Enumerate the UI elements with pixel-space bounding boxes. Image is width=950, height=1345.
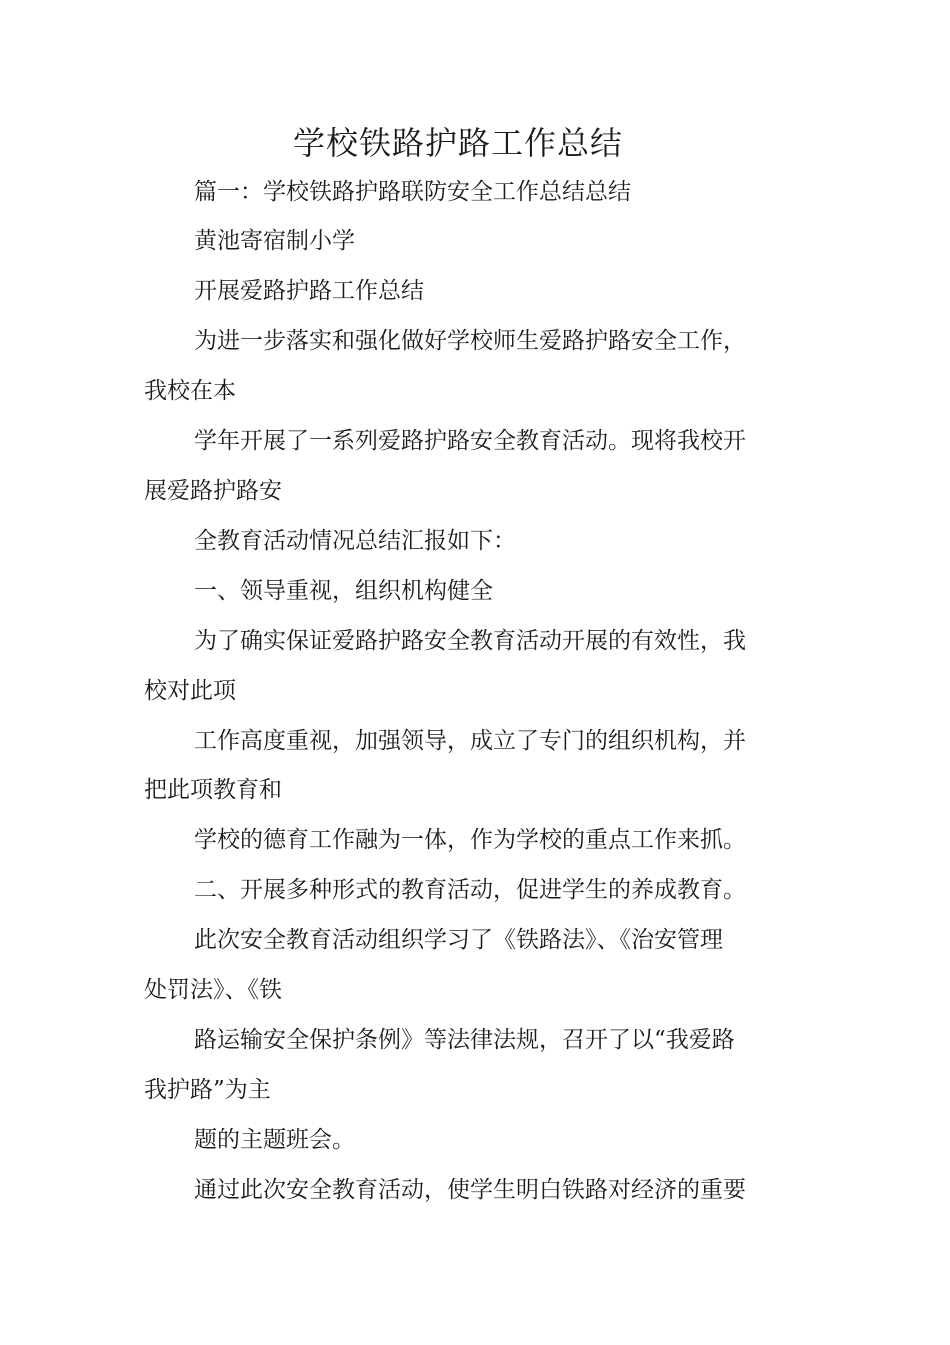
paragraph-line: 我护路”为主 (144, 1077, 271, 1103)
paragraph-line: 为进一步落实和强化做好学校师生爱路护路安全工作， (194, 328, 746, 354)
paragraph-line: 处罚法》、《铁 (144, 977, 282, 1003)
paragraph-line: 黄池寄宿制小学 (194, 228, 355, 254)
paragraph-line: 路运输安全保护条例》等法律法规，召开了以“我爱路 (194, 1027, 735, 1053)
paragraph-line: 工作高度重视，加强领导，成立了专门的组织机构，并 (194, 728, 746, 754)
paragraph-line: 全教育活动情况总结汇报如下： (194, 528, 516, 554)
paragraph-line: 校对此项 (144, 678, 236, 704)
paragraph-line: 把此项教育和 (144, 777, 282, 803)
paragraph-line: 开展爱路护路工作总结 (194, 278, 424, 304)
paragraph-line: 展爱路护路安 (144, 478, 282, 504)
paragraph-line: 为了确实保证爱路护路安全教育活动开展的有效性，我 (194, 628, 746, 654)
paragraph-line: 此次安全教育活动组织学习了《铁路法》、《治安管理 (194, 927, 723, 953)
document-title: 学校铁路护路工作总结 (292, 124, 623, 162)
paragraph-line: 我校在本 (144, 378, 236, 404)
paragraph-line: 学校的德育工作融为一体，作为学校的重点工作来抓。 (194, 827, 746, 853)
section-heading: 二、开展多种形式的教育活动，促进学生的养成教育。 (194, 877, 746, 903)
paragraph-line: 通过此次安全教育活动，使学生明白铁路对经济的重要 (194, 1177, 746, 1203)
section-heading: 一、领导重视，组织机构健全 (194, 578, 493, 604)
paragraph-line: 学年开展了一系列爱路护路安全教育活动。现将我校开 (194, 428, 746, 454)
paragraph-line: 篇一：学校铁路护路联防安全工作总结总结 (194, 179, 631, 205)
paragraph-line: 题的主题班会。 (194, 1127, 355, 1153)
